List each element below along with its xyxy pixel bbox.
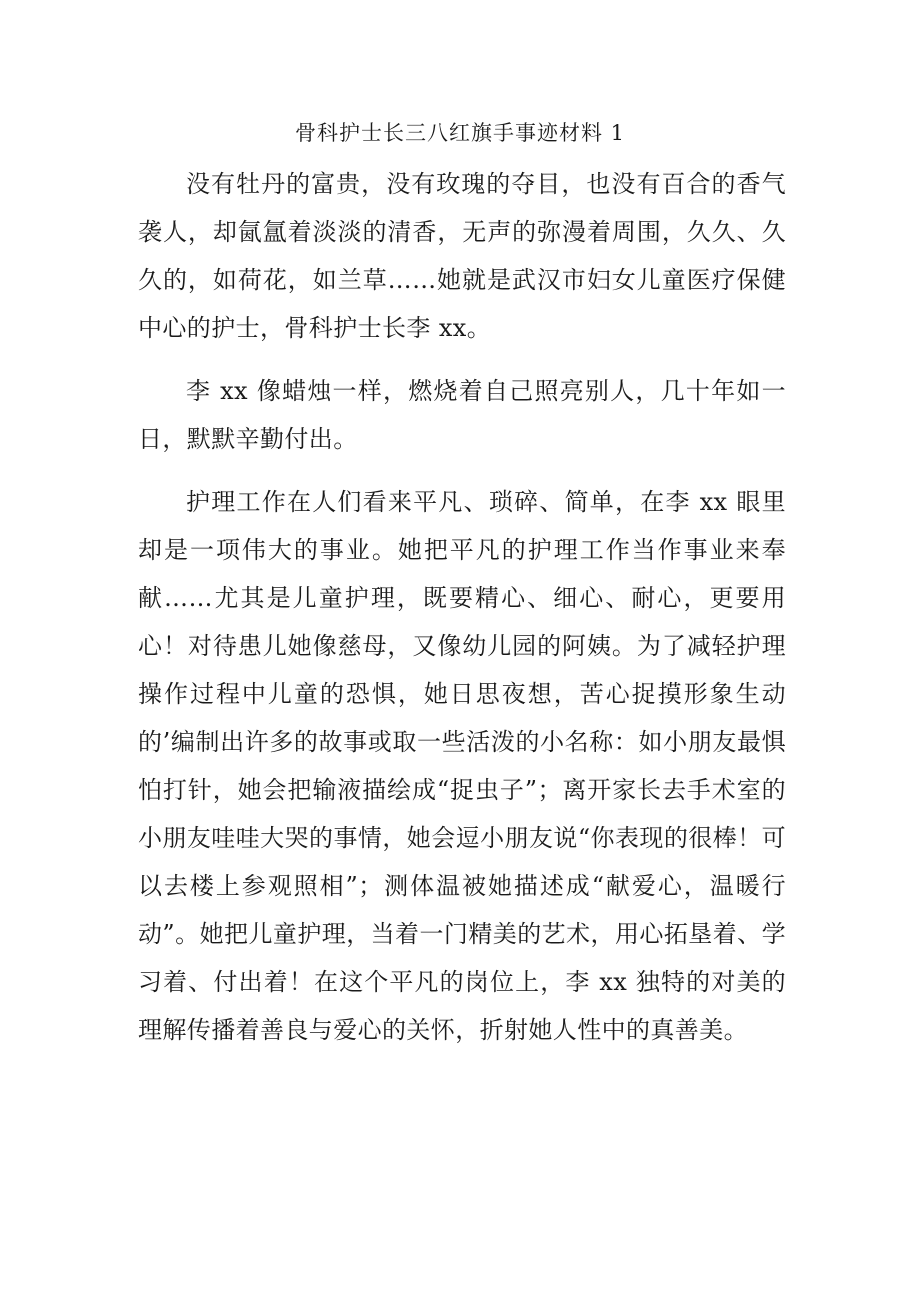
document-body xyxy=(138,160,786,1069)
paragraph-2: 李 xx 像蜡烛一样，燃烧着自己照亮别人，几十年如一日，默默辛勤付出。 xyxy=(138,377,786,453)
paragraph-3: 护理工作在人们看来平凡、琐碎、简单，在李 xx 眼里却是一项伟大的事业。她把平凡的护理工作当作事业来奉献……尤其是儿童护理，既要精心、细心、耐心，更要用心！对待患儿她像慈母，又像幼儿园的阿姨。为了减轻护理操作过程中儿童的恐惧，她日思夜想，苦心捉摸形象生动的’编制出许多的故事或取一些活泼的小名称：如小朋友最惧怕打针，她会把输液描绘成“捉虫子”；离开家长去手术室的小朋友哇哇大哭的事情，她会逗小朋友说“你表现的很棒！可以去楼上参观照相”；测体温被她描述成“献爱心，温暖行动”。她把儿童护理，当着一门精美的艺术，用心拓垦着、学习着、付出着！在这个平凡的岗位上，李 xx 独特的对美的理解传播着善良与爱心的关怀，折射她人性中的真善美。 xyxy=(138,488,786,1044)
document-title: 骨科护士长三八红旗手事迹材料 1 xyxy=(294,121,626,145)
paragraph-1: 没有牡丹的富贵，没有玫瑰的夺目，也没有百合的香气袭人，却氤氲着淡淡的清香，无声的弥漫着周围，久久、久久的，如荷花，如兰草……她就是武汉市妇女儿童医疗保健中心的护士，骨科护士长李 xx。 xyxy=(138,170,786,342)
